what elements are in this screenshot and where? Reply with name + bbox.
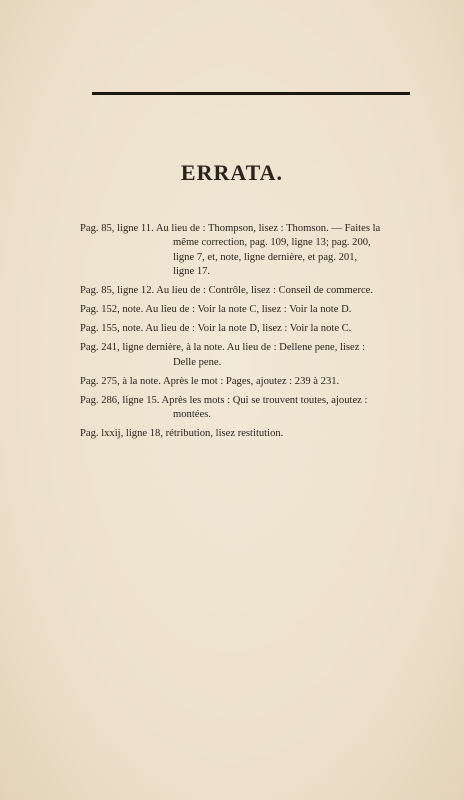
errata-entry [80,303,414,317]
entry-line: même correction, pag. 109, ligne 13; pag. 200, [173,237,371,249]
errata-entry [80,284,414,298]
entry-line: Pag. 152, note. Au lieu de : Voir la note C, lisez : Voir la note D. [80,304,352,316]
entry-line: Pag. 85, ligne 11. Au lieu de : Thompson, lisez : Thomson. — Faites la [80,223,381,234]
errata-list [80,222,414,446]
entry-line: Delle pene. [173,356,222,368]
entry-line: Pag. 286, ligne 15. Après les mots : Qui se trouvent toutes, ajoutez : [80,394,368,406]
entry-line: montées. [173,409,211,421]
entry-line: Pag. 85, ligne 12. Au lieu de : Contrôle, lisez : Conseil de commerce. [80,285,374,297]
errata-entry [80,394,414,423]
entry-line: ligne 7, et, note, ligne dernière, et pag. 201, [173,251,358,263]
errata-entry [80,427,414,441]
entry-line: Pag. 155, note. Au lieu de : Voir la note D, lisez : Voir la note C. [80,323,352,335]
errata-entry [80,222,414,280]
entry-line: ligne 17. [173,266,211,278]
page-title: ERRATA. [180,160,284,185]
errata-entry [80,322,414,336]
header-rule [92,92,410,95]
errata-entry [80,375,414,389]
entry-line: Pag. 275, à la note. Après le mot : Pages, ajoutez : 239 à 231. [80,375,340,387]
entry-line: Pag. lxxij, ligne 18, rétribution, lisez restitution. [80,428,284,440]
errata-entry [80,341,414,370]
entry-line: Pag. 241, ligne dernière, à la note. Au lieu de : Dellene pene, lisez : [80,342,366,354]
